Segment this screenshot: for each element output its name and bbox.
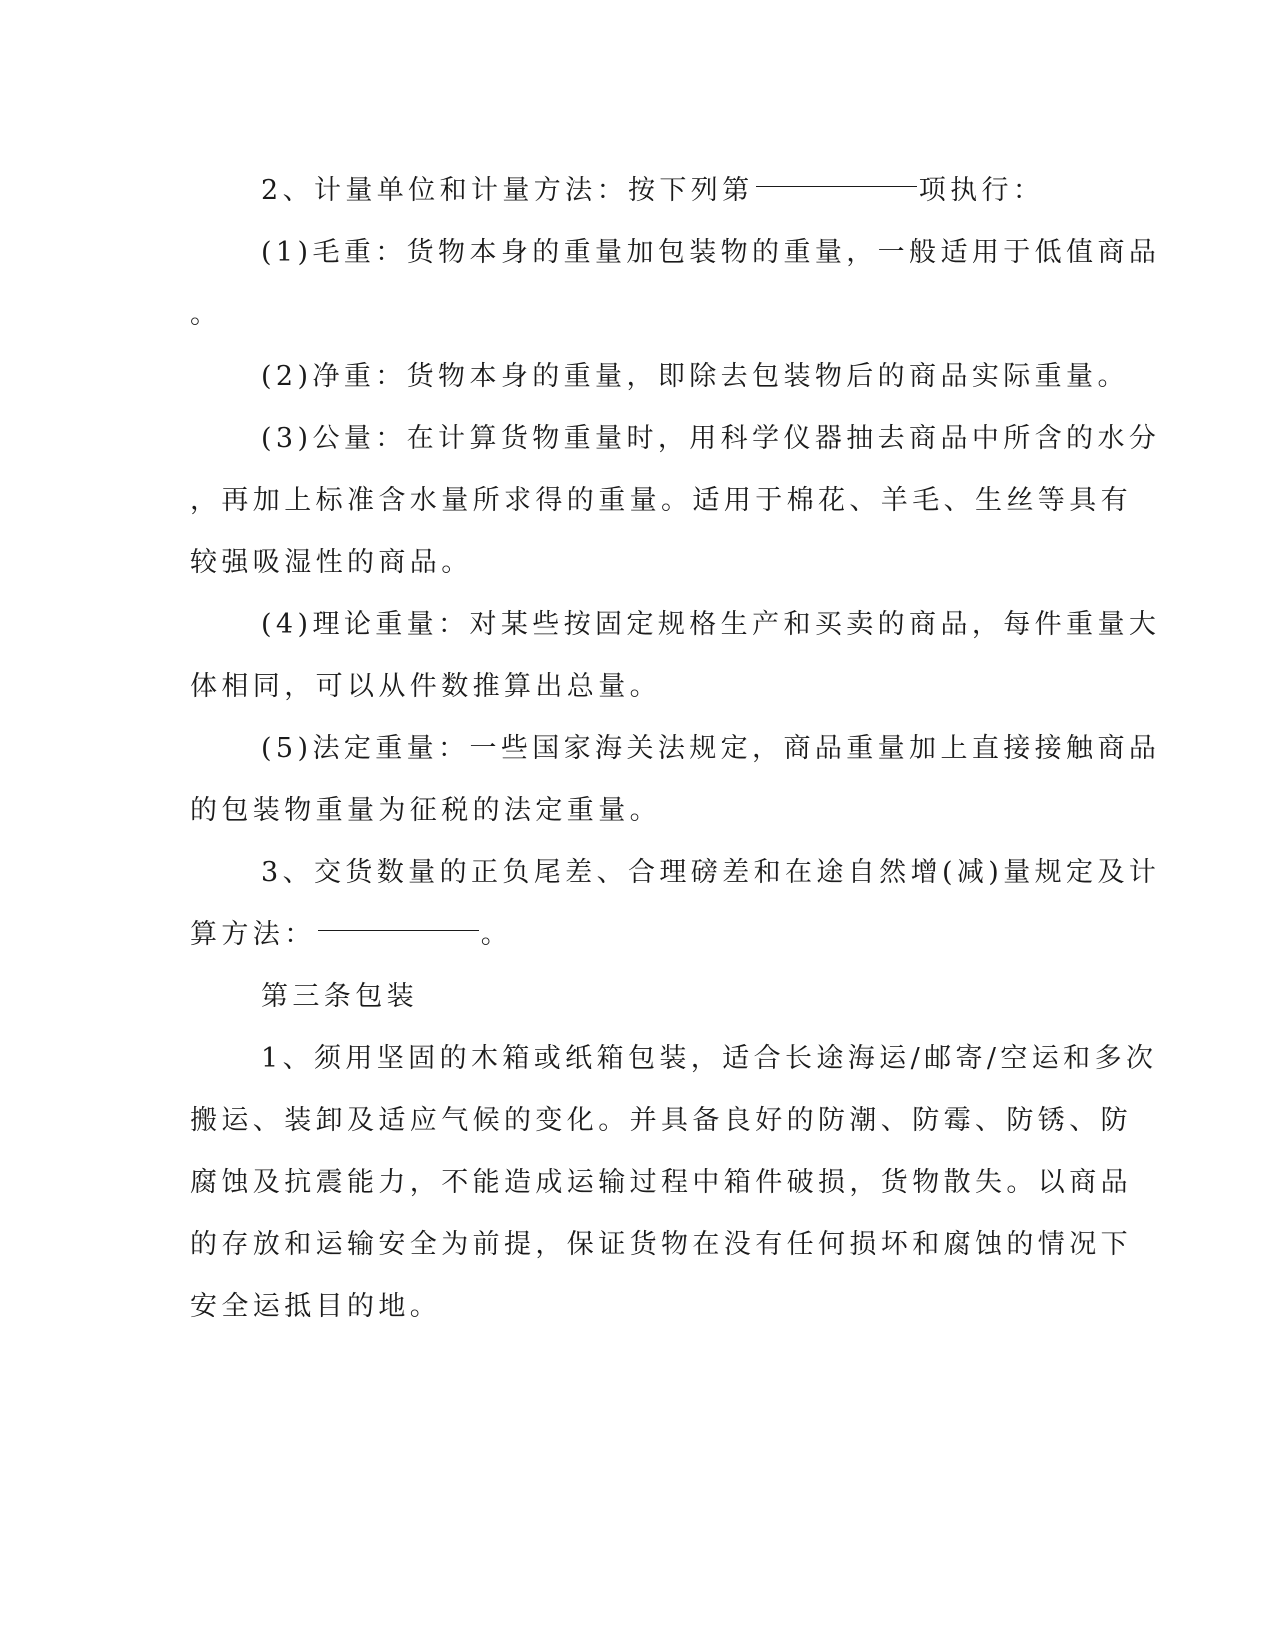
calculation-method-suffix: 。: [480, 919, 513, 950]
calculation-method-text: 算方法：: [190, 919, 316, 950]
paragraph-line: 的存放和运输安全为前提，保证货物在没有任何损坏和腐蚀的情况下: [190, 1229, 1132, 1260]
paragraph-line: (2)净重：货物本身的重量，即除去包装物后的商品实际重量。: [261, 361, 1129, 392]
paragraph-line: 体相同，可以从件数推算出总量。: [190, 671, 661, 702]
paragraph-line: 搬运、装卸及适应气候的变化。并具备良好的防潮、防霉、防锈、防: [190, 1105, 1132, 1136]
document-body: [190, 160, 1161, 1338]
paragraph-line: (4)理论重量：对某些按固定规格生产和买卖的商品，每件重量大: [261, 609, 1161, 640]
paragraph-line: 3、交货数量的正负尾差、合理磅差和在途自然增(减)量规定及计: [261, 857, 1161, 888]
paragraph-line: (5)法定重量：一些国家海关法规定，商品重量加上直接接触商品: [261, 733, 1161, 764]
paragraph-line: (3)公量：在计算货物重量时，用科学仪器抽去商品中所含的水分: [261, 423, 1161, 454]
paragraph-line: ，再加上标准含水量所求得的重量。适用于棉花、羊毛、生丝等具有: [190, 485, 1132, 516]
measurement-clause-text: 2、计量单位和计量方法：按下列第: [261, 175, 754, 206]
paragraph-line: (1)毛重：货物本身的重量加包装物的重量，一般适用于低值商品: [261, 237, 1161, 268]
measurement-clause-suffix: 项执行：: [918, 175, 1045, 206]
calculation-method-line: [190, 904, 1080, 966]
paragraph-line: 较强吸湿性的商品。: [190, 547, 473, 578]
measurement-clause: [190, 160, 1080, 222]
paragraph-line: 1、须用坚固的木箱或纸箱包装，适合长途海运/邮寄/空运和多次: [261, 1043, 1158, 1074]
paragraph-line: 安全运抵目的地。: [190, 1291, 442, 1322]
measurement-item-blank[interactable]: [756, 160, 917, 187]
paragraph-line: 的包装物重量为征税的法定重量。: [190, 795, 661, 826]
paragraph-line: 腐蚀及抗震能力，不能造成运输过程中箱件破损，货物散失。以商品: [190, 1167, 1132, 1198]
section-heading: 第三条包装: [261, 981, 418, 1012]
calculation-method-blank[interactable]: [318, 904, 479, 931]
paragraph-line: 。: [190, 299, 222, 330]
